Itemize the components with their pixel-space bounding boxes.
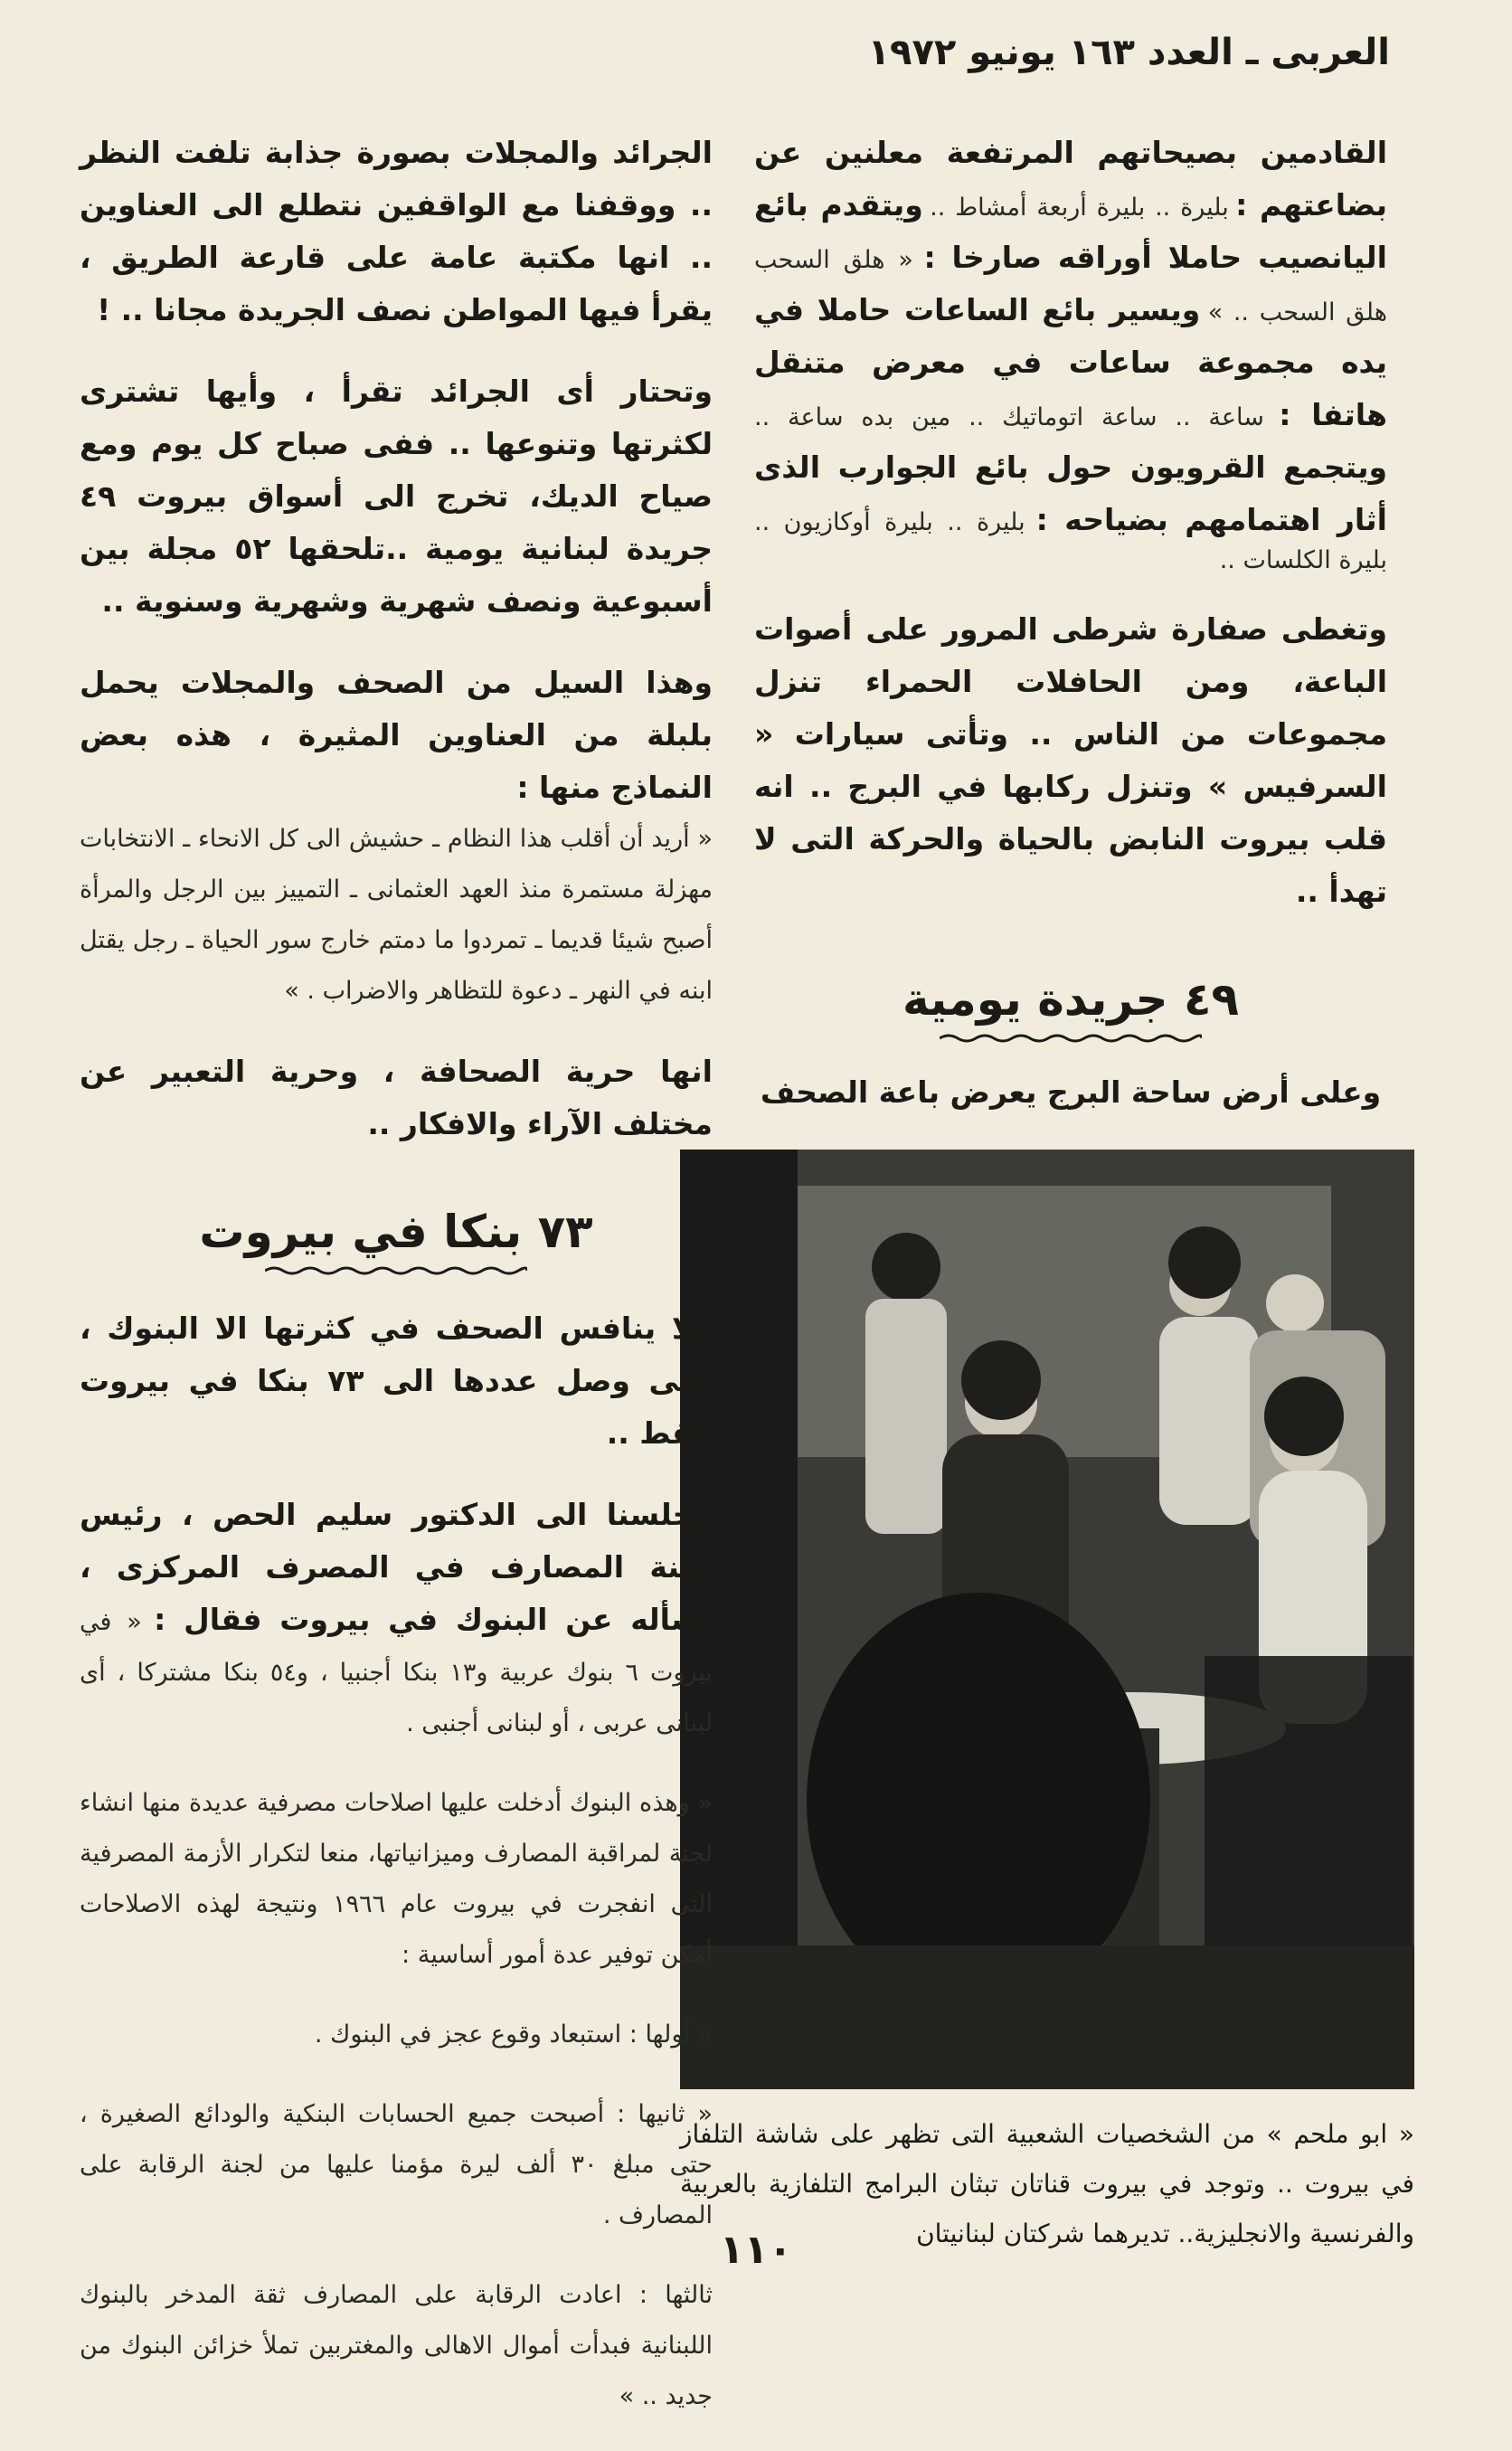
interview-paragraph bbox=[80, 1489, 713, 1749]
reform-third: ثالثها : اعادت الرقابة على المصارف ثقة المدخر بالبنوك اللبنانية فبدأت أموال الاهالى والمغتربين تملأ خزائن البنوك من جديد .. » bbox=[80, 2281, 713, 2410]
photo-caption: « ابو ملحم » من الشخصيات الشعبية التى تظهر على شاشة التلفاز في بيروت .. وتوجد في بيروت قناتان تبثان البرامج التلفازية بالعربية والفرنسية والانجليزية.. تديرهما شركتان لبنانيتان bbox=[680, 2119, 1414, 2248]
newspaper-count-paragraph: وتحتار أى الجرائد تقرأ ، وأيها تشترى لكثرتها وتنوعها .. ففى صباح كل يوم ومع صياح الديك، تخرج الى أسواق بيروت ٤٩ جريدة لبنانية يومية ..تلحقها ٥٢ مجلة بين أسبوعية ونصف شهرية وشهرية وسنوية .. bbox=[80, 374, 713, 619]
page-number: ١١٠ bbox=[719, 2227, 793, 2273]
lottery-cry: « هلق السحب هلق السحب .. » bbox=[754, 246, 1387, 326]
newspapers-heading: ٤٩ جريدة يومية bbox=[754, 972, 1387, 1045]
vendors-intro: القادمين بصيحاتهم المرتفعة معلنين عن بضاعتهم : bbox=[754, 135, 1388, 222]
interview-quote: « في بيروت ٦ بنوك عربية و١٣ بنكا أجنبيا ، و٥٤ بنكا مشتركا ، أى لبنانى عربى ، أو لبنانى أجنبى . bbox=[80, 1608, 713, 1737]
reform-first: « أولها : استبعاد وقوع عجز في البنوك . bbox=[314, 2020, 713, 2049]
headlines-quote: « أريد أن أقلب هذا النظام ـ حشيش الى كل الانحاء ـ الانتخابات مهزلة مستمرة منذ العهد العثمانى ـ التمييز بين الرجل والمرأة أصبح شيئا قديما ـ تمردوا ما دمتم خارج سور الحياة ـ رجل يقتل ابنه في النهر ـ دعوة للتظاهر والاضراب . » bbox=[80, 825, 713, 1005]
watch-cry: ساعة .. ساعة اتوماتيك .. مين بده ساعة .. bbox=[754, 403, 1264, 431]
heading-underline bbox=[265, 1264, 527, 1277]
tv-studio-photo bbox=[680, 1150, 1414, 2089]
socks-vendor: ويتجمع القرويون حول بائع الجوارب الذى أثار اهتمامهم بضياحه : bbox=[754, 450, 1387, 537]
headlines-intro-paragraph: وهذا السيل من الصحف والمجلات يحمل بلبلة من العناوين المثيرة ، هذه بعض النماذج منها : bbox=[80, 665, 713, 805]
newspapers-subline: وعلى أرض ساحة البرج يعرض باعة الصحف bbox=[760, 1074, 1382, 1110]
reform-second: « ثانيها : أصبحت جميع الحسابات البنكية والودائع الصغيرة ، حتى مبلغ ٣٠ ألف ليرة مؤمنا عليها من لجنة الرقابة على المصارف . bbox=[80, 2100, 713, 2229]
reforms-paragraph: « وهذه البنوك أدخلت عليها اصلاحات مصرفية عديدة منها انشاء لجنة لمراقبة المصارف وميزانياتها، منعا لتكرار الأزمة المصرفية التى انفجرت في بيروت عام ١٩٦٦ ونتيجة لهذه الاصلاحات أمكن توفير عدة أمور أساسية : bbox=[80, 1789, 713, 1969]
banks-heading: ٧٣ بنكا في بيروت bbox=[80, 1205, 713, 1277]
watch-vendor: ويسير بائع الساعات حاملا في يده مجموعة ساعات في معرض متنقل هاتفا : bbox=[754, 292, 1387, 432]
comb-vendor-cry: بليرة .. بليرة أربعة أمشاط .. bbox=[930, 194, 1229, 222]
banks-count-paragraph: ولا ينافس الصحف في كثرتها الا البنوك ، التى وصل عددها الى ٧٣ بنكا في بيروت فقط .. bbox=[80, 1311, 713, 1451]
free-library-paragraph: الجرائد والمجلات بصورة جذابة تلفت النظر .. ووقفنا مع الواقفين نتطلع الى العناوين .. انها مكتبة عامة على قارعة الطريق ، يقرأ فيها المواطن نصف الجريدة مجانا .. ! bbox=[80, 135, 713, 327]
press-freedom-paragraph: انها حرية الصحافة ، وحرية التعبير عن مختلف الآراء والافكار .. bbox=[80, 1054, 713, 1141]
left-column bbox=[80, 127, 713, 2451]
vendors-paragraph bbox=[754, 127, 1387, 574]
running-header: العربى ـ العدد ١٦٣ يونيو ١٩٧٢ bbox=[867, 32, 1390, 73]
interview-intro: وجلسنا الى الدكتور سليم الحص ، رئيس لجنة المصارف في المصرف المركزى ، نسأله عن البنوك في بيروت فقال : bbox=[80, 1497, 713, 1637]
city-bustle-paragraph: وتغطى صفارة شرطى المرور على أصوات الباعة، ومن الحافلات الحمراء تنزل مجموعات من الناس .. وتأتى سيارات « السرفيس » وتنزل ركابها في البرج .. انه قلب بيروت النابض بالحياة والحركة التى لا تهدأ .. bbox=[754, 611, 1387, 909]
socks-cry: بليرة .. بليرة أوكازيون .. بليرة الكلسات .. bbox=[754, 508, 1387, 574]
lottery-vendor: ويتقدم بائع اليانصيب حاملا أوراقه صارخا : bbox=[754, 187, 1387, 275]
heading-underline bbox=[940, 1032, 1202, 1045]
